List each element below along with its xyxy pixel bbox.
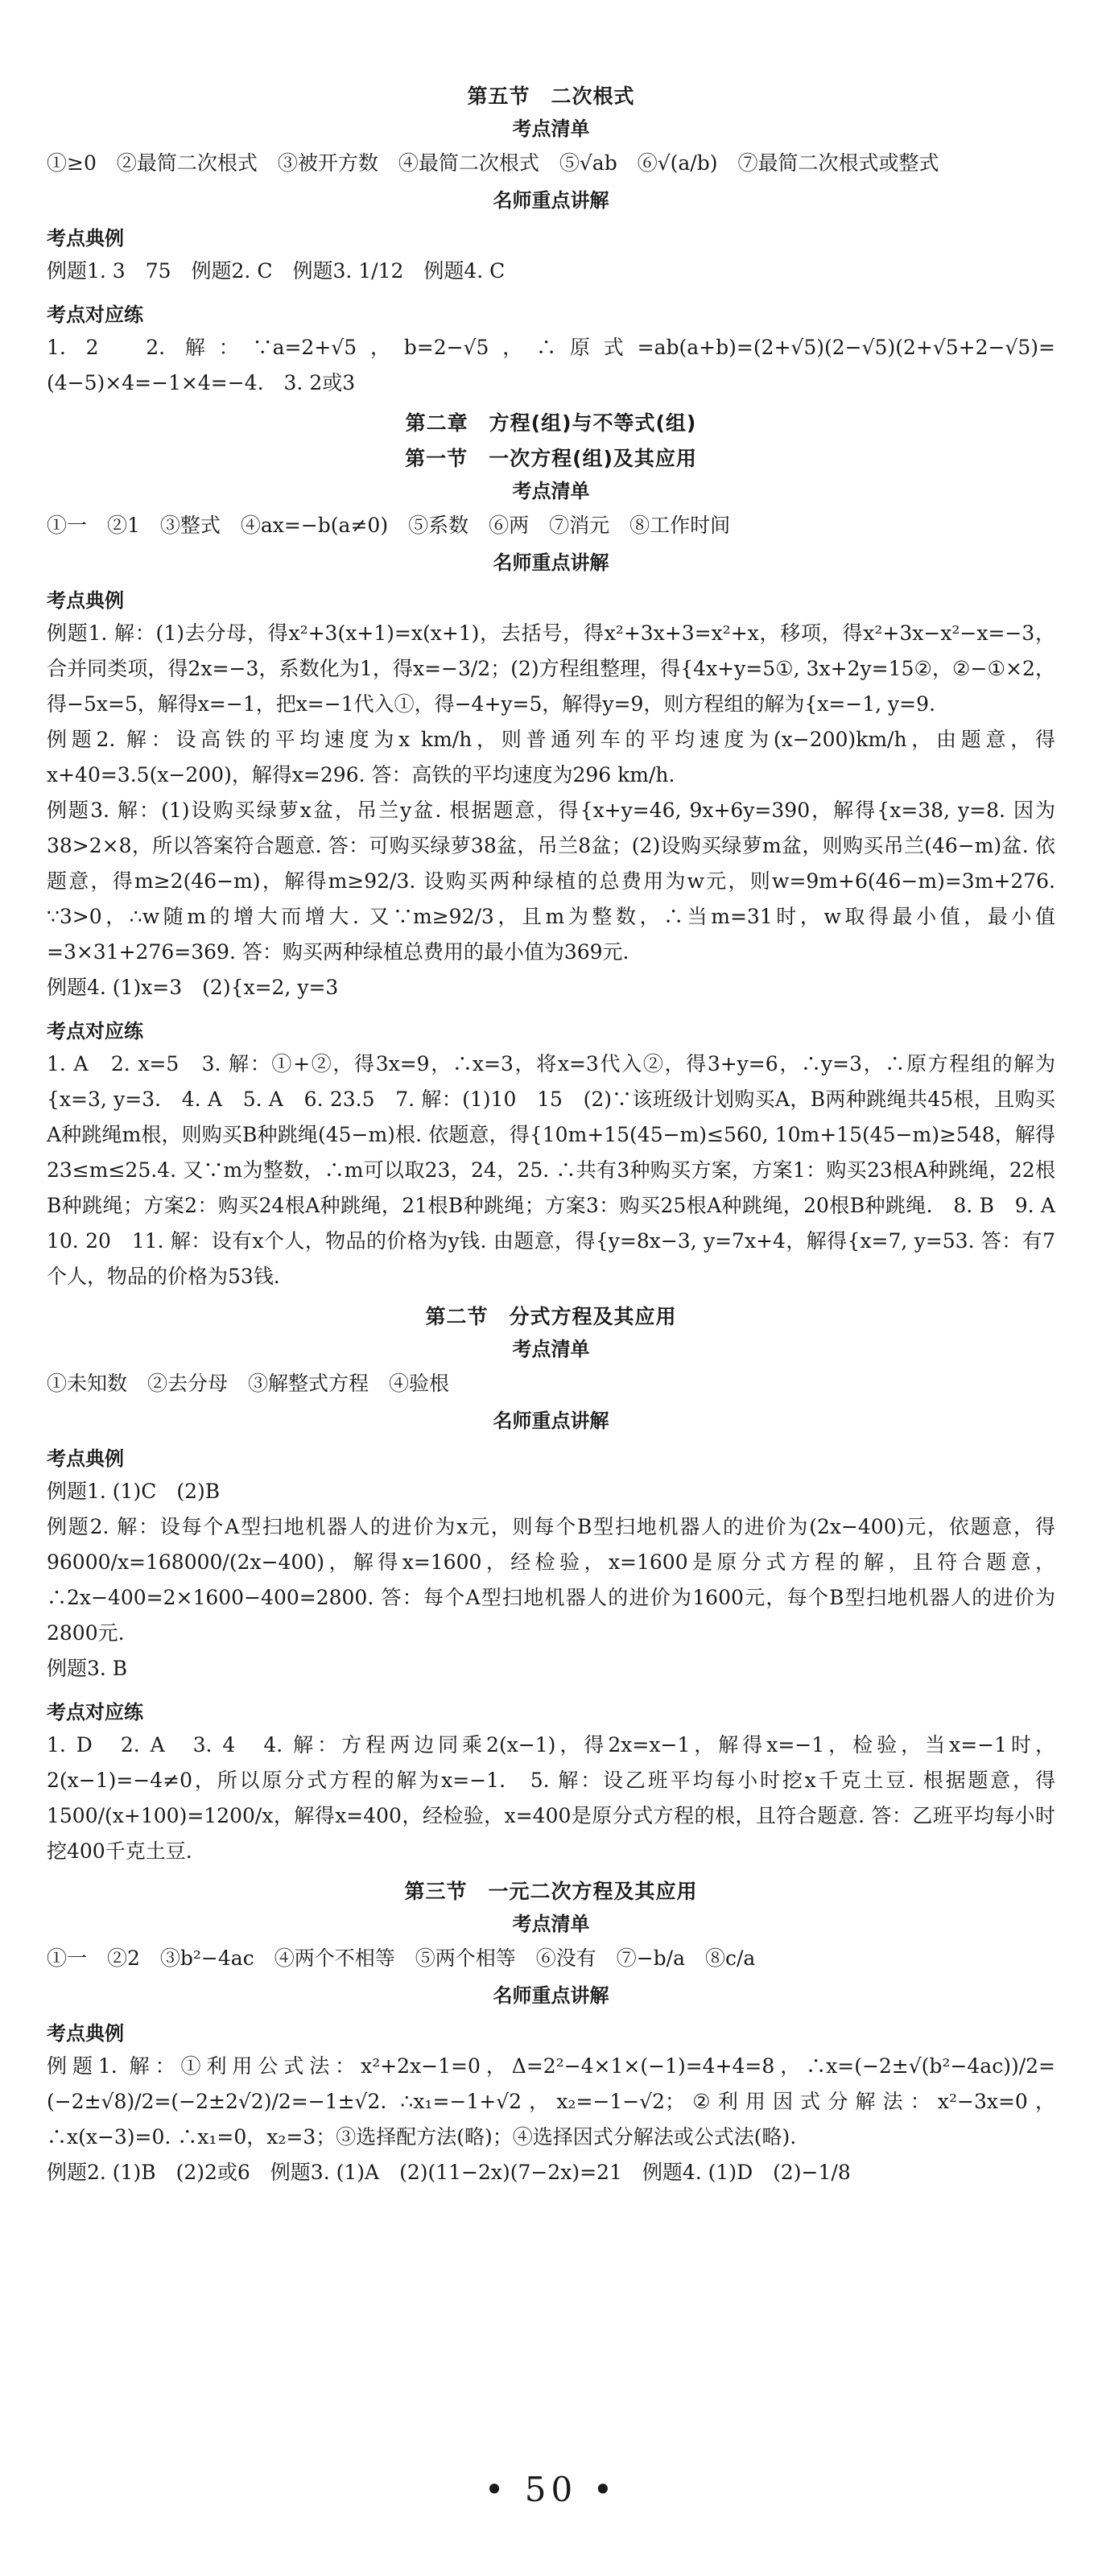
example-2: 例题2. 解：设每个A型扫地机器人的进价为x元，则每个B型扫地机器人的进价为(2x−400)元，依题意，得96000/x=168000/(2x−400)，解得x=1600，经检验，x=1600是原分式方程的解，且符合题意，∴2x−400=2×1600−400=2800. 答：每个A型扫地机器人的进价为1600元，每个B型扫地机器人的进价为2800元.	[47, 1515, 1055, 1645]
example-1: 例题1. 解：(1)去分母，得x²+3(x+1)=x(x+1)，去括号，得x²+3x+3=x²+x，移项，得x²+3x−x²−x=−3，合并同类项，得2x=−3，系数化为1，得x=−3/2；(2)方程组整理，得{4x+y=5①, 3x+2y=15②，②−①×2，得−5x=5，解得x=−1，把x=−1代入①，得−4+y=5，解得y=9，则方程组的解为{x=−1, y=9.	[47, 621, 1055, 716]
practice-answers: 1. A 2. x=5 3. 解：①+②，得3x=9，∴x=3，将x=3代入②，得3+y=6，∴y=3，∴原方程组的解为{x=3, y=3. 4. A 5. A 6. 23.5 7. 解：(1)10 15 (2)∵该班级计划购买A，B两种跳绳共45根，且购买A种跳绳m根，则购买B种跳绳(45−m)根. 依题意，得{10m+15(45−m)≤560, 10m+15(45−m)≥548，解得23≤m≤25.4. 又∵m为整数，∴m可以取23，24，25. ∴共有3种购买方案，方案1：购买23根A种跳绳，22根B种跳绳；方案2：购买24根A种跳绳，21根B种跳绳；方案3：购买25根A种跳绳，20根B种跳绳. 8. B 9. A 10. 20 11. 解：设有x个人，物品的价格为y钱. 由题意，得{y=8x−3, y=7x+4，解得{x=7, y=53. 答：有7个人，物品的价格为53钱.	[47, 1052, 1076, 1288]
practice-answers: 1. 2 2. 解：∵a=2+√5，b=2−√5，∴原式=ab(a+b)=(2+√5)(2−√5)(2+√5+2−√5)=(4−5)×4=−1×4=−4. 3. 2或3	[47, 336, 1055, 394]
practice-heading: 考点对应练	[47, 303, 143, 326]
example-2-3-4: 例题2. (1)B (2)2或6 例题3. (1)A (2)(11−2x)(7−2x)=21 例题4. (1)D (2)−1/8	[47, 2161, 851, 2184]
section-title-fractional-equations: 第二节 分式方程及其应用	[425, 1305, 677, 1328]
practice-answers: 1. D 2. A 3. 4 4. 解：方程两边同乘2(x−1)，得2x=x−1，解得x=−1，检验，当x=−1时，2(x−1)=−4≠0，所以原分式方程的解为x=−1. 5. 解：设乙班平均每小时挖x千克土豆. 根据题意，得1500/(x+100)=1200/x，解得x=400，经检验，x=400是原分式方程的根，且符合题意. 答：乙班平均每小时挖400千克土豆.	[47, 1733, 1055, 1863]
page-number: • 50 •	[484, 2470, 618, 2509]
practice-heading: 考点对应练	[47, 1020, 143, 1042]
practice-heading: 考点对应练	[47, 1701, 143, 1724]
examples-heading: 考点典例	[47, 2022, 124, 2045]
example-3: 例题3. 解：(1)设购买绿萝x盆，吊兰y盆. 根据题意，得{x+y=46, 9x+6y=390，解得{x=38, y=8. 因为38>2×8，所以答案符合题意. 答：可购买绿萝38盆，吊兰8盆；(2)设购买绿萝m盆，则购买吊兰(46−m)盆. 依题意，得m≥2(46−m)，解得m≥92/3. 设购买两种绿植的总费用为w元，则w=9m+6(46−m)=3m+276. ∵3>0，∴w随m的增大而增大. 又∵m≥92/3，且m为整数，∴当m=31时，w取得最小值，最小值=3×31+276=369. 答：购买两种绿植总费用的最小值为369元.	[47, 799, 1055, 964]
chapter-title: 第二章 方程(组)与不等式(组)	[405, 411, 697, 435]
examples-heading: 考点典例	[47, 1447, 124, 1470]
lecture-heading: 名师重点讲解	[493, 189, 609, 212]
section-title-linear-equations: 第一节 一次方程(组)及其应用	[405, 447, 697, 470]
key-points-list: ①一 ②2 ③b²−4ac ④两个不相等 ⑤两个相等 ⑥没有 ⑦−b/a ⑧c/a	[47, 1946, 756, 1970]
lecture-heading: 名师重点讲解	[493, 1410, 609, 1432]
lecture-heading: 名师重点讲解	[493, 1984, 609, 2007]
key-points-heading: 考点清单	[512, 118, 590, 140]
examples-answers: 例题1. 3 75 例题2. C 例题3. 1/12 例题4. C	[47, 259, 506, 283]
lecture-heading: 名师重点讲解	[493, 551, 609, 574]
example-1: 例题1. (1)C (2)B	[47, 1480, 221, 1503]
key-points-list: ①一 ②1 ③整式 ④ax=−b(a≠0) ⑤系数 ⑥两 ⑦消元 ⑧工作时间	[47, 514, 731, 537]
section-title-quadratic-equations: 第三节 一元二次方程及其应用	[404, 1880, 698, 1903]
key-points-heading: 考点清单	[512, 1913, 590, 1935]
examples-heading: 考点典例	[47, 227, 124, 250]
key-points-heading: 考点清单	[512, 480, 590, 502]
example-1: 例题1. 解：①利用公式法：x²+2x−1=0，Δ=2²−4×1×(−1)=4+4=8，∴x=(−2±√(b²−4ac))/2=(−2±√8)/2=(−2±2√2)/2=−1±√2. ∴x₁=−1+√2，x₂=−1−√2；②利用因式分解法：x²−3x=0，∴x(x−3)=0. ∴x₁=0，x₂=3；③选择配方法(略)；④选择因式分解法或公式法(略).	[47, 2054, 1055, 2149]
example-2: 例题2. 解：设高铁的平均速度为x km/h，则普通列车的平均速度为(x−200)km/h，由题意，得x+40=3.5(x−200)，解得x=296. 答：高铁的平均速度为296 km/h.	[47, 728, 1055, 786]
key-points-list: ①未知数 ②去分母 ③解整式方程 ④验根	[47, 1372, 450, 1395]
key-points-list: ①≥0 ②最简二次根式 ③被开方数 ④最简二次根式 ⑤√ab ⑥√(a/b) ⑦最简二次根式或整式	[47, 151, 939, 175]
example-4: 例题4. (1)x=3 (2){x=2, y=3	[47, 976, 339, 999]
section-title-radicals: 第五节 二次根式	[467, 85, 635, 108]
examples-heading: 考点典例	[47, 589, 124, 612]
key-points-heading: 考点清单	[512, 1338, 590, 1360]
example-3: 例题3. B	[47, 1657, 128, 1680]
